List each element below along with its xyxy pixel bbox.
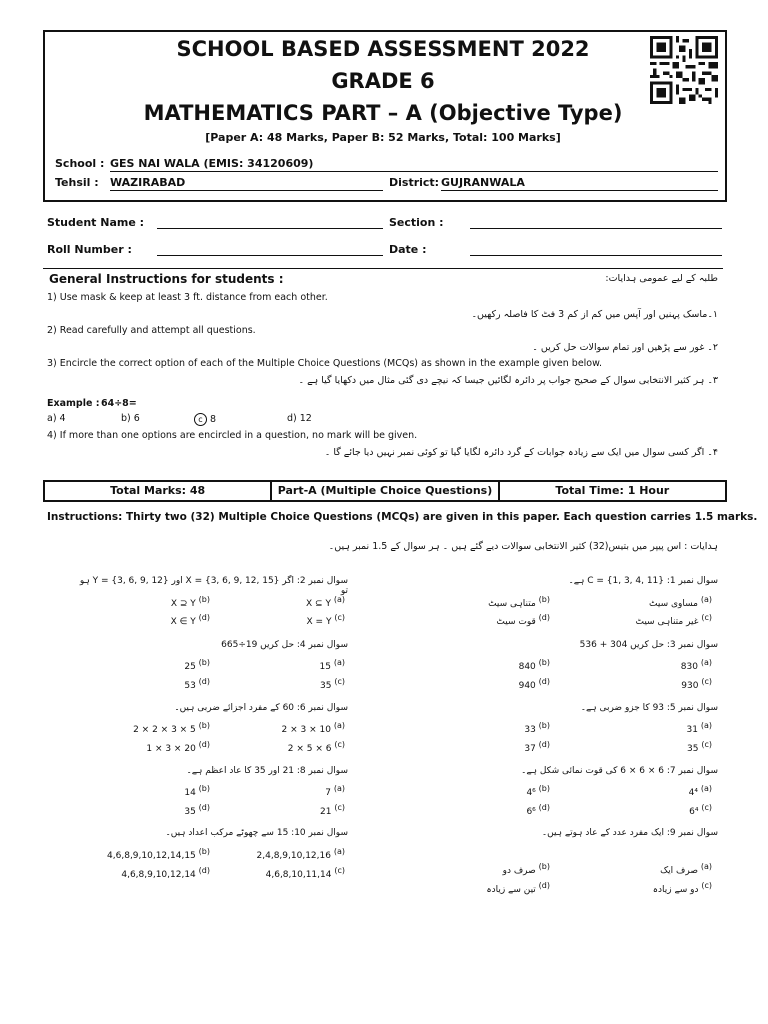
divider: [43, 268, 723, 269]
q3-option-c[interactable]: (c) 930: [681, 677, 712, 691]
q5-option-b[interactable]: (b) 33: [524, 721, 550, 735]
question-1: سوال نمبر 1: C = {1, 3, 4, 11} ہے۔: [568, 576, 718, 586]
q4-option-d[interactable]: (d) 53: [184, 677, 210, 691]
q8-option-c[interactable]: (c) 21: [320, 803, 345, 817]
instruction-1-urdu: ۱۔ماسک پہنیں اور آپس میں کم از کم 3 فٹ کا فاصلہ رکھیں۔: [471, 309, 718, 320]
q2-option-c[interactable]: (c) X = Y: [306, 613, 345, 627]
school-label: School :: [55, 157, 105, 170]
instruction-4-urdu: ۴۔ اگر کسی سوال میں ایک سے زیادہ جوابات کے گرد دائرہ لگایا گیا تو کوئی نمبر نہیں دیا جائے گا ۔: [324, 447, 718, 458]
q1-option-c[interactable]: (c) غیر متناہی سیٹ: [635, 613, 712, 627]
q2-option-d[interactable]: (d) X ∈ Y: [170, 613, 210, 627]
q1-option-a[interactable]: (a) مساوی سیٹ: [649, 595, 712, 609]
q7-option-d[interactable]: (d) 6⁶: [526, 803, 550, 817]
q5-option-d[interactable]: (d) 37: [524, 740, 550, 754]
q2-option-b[interactable]: (b) X ⊇ Y: [170, 595, 210, 609]
marks-line: [Paper A: 48 Marks, Paper B: 52 Marks, Total: 100 Marks]: [205, 131, 561, 144]
roll-number-field[interactable]: [157, 242, 383, 256]
question-7: سوال نمبر 7: 6 × 6 × 6 کی قوت نمائی شکل ہے۔: [521, 766, 718, 776]
q9-option-a[interactable]: (a) صرف ایک: [660, 862, 712, 876]
instruction-2-urdu: ۲۔ غور سے پڑھیں اور تمام سوالات حل کریں ۔: [532, 342, 718, 353]
encircled-option-icon: c: [194, 413, 207, 426]
q4-option-a[interactable]: (a) 15: [319, 658, 345, 672]
instruction-2: 2) Read carefully and attempt all questions.: [47, 325, 256, 336]
q5-option-c[interactable]: (c) 35: [687, 740, 712, 754]
q7-option-a[interactable]: (a) 4⁴: [688, 784, 712, 798]
q8-option-b[interactable]: (b) 14: [184, 784, 210, 798]
example-option-b: b) 6: [121, 413, 140, 424]
instruction-1: 1) Use mask & keep at least 3 ft. distance from each other.: [47, 292, 328, 303]
question-6: سوال نمبر 6: 60 کے مفرد اجزائے ضربی ہیں۔: [174, 703, 348, 713]
student-name-label: Student Name :: [47, 216, 145, 229]
q4-option-c[interactable]: (c) 35: [320, 677, 345, 691]
section-label: Section :: [389, 216, 444, 229]
question-9: سوال نمبر 9: ایک مفرد عدد کے عاد ہوتے ہیں۔: [541, 828, 718, 838]
instructions-heading: General Instructions for students :: [49, 272, 284, 286]
q3-option-d[interactable]: (d) 940: [518, 677, 550, 691]
q1-option-d[interactable]: (d) قوت سیٹ: [496, 613, 550, 627]
instruction-4: 4) If more than one options are encircled in a question, no mark will be given.: [47, 430, 418, 441]
q7-option-b[interactable]: (b) 4⁶: [526, 784, 550, 798]
grade-title: GRADE 6: [331, 69, 435, 93]
q9-option-b[interactable]: (b) صرف دو: [502, 862, 550, 876]
mcq-instructions-urdu: ہدایات : اس پیپر میں بتیس(32) کثیر الانتخابی سوالات دیے گئے ہیں ۔ ہر سوال کے 1.5 نمبر ہیں۔: [328, 541, 718, 552]
q10-option-b[interactable]: (b) 4,6,8,9,10,12,14,15: [107, 847, 210, 861]
q3-option-b[interactable]: (b) 840: [518, 658, 550, 672]
district-label: District:: [389, 176, 440, 189]
student-name-field[interactable]: [157, 215, 383, 229]
question-10: سوال نمبر 10: 15 سے چھوٹے مرکب اعداد ہیں۔: [165, 828, 348, 838]
roll-number-label: Roll Number :: [47, 243, 132, 256]
tehsil-value: WAZIRABAD: [110, 176, 383, 191]
q9-option-c[interactable]: (c) دو سے زیادہ: [652, 881, 712, 895]
qr-code-icon: [650, 36, 718, 104]
q7-option-c[interactable]: (c) 6⁴: [689, 803, 712, 817]
school-value: GES NAI WALA (EMIS: 34120609): [110, 157, 718, 172]
district-value: GUJRANWALA: [441, 176, 718, 191]
q2-option-a[interactable]: (a) X ⊆ Y: [306, 595, 345, 609]
q6-option-d[interactable]: (d) 1 × 3 × 20: [146, 740, 210, 754]
q3-option-a[interactable]: (a) 830: [680, 658, 712, 672]
example-option-a: a) 4: [47, 413, 66, 424]
section-field[interactable]: [470, 215, 722, 229]
q10-option-a[interactable]: (a) 2,4,8,9,10,12,16: [256, 847, 345, 861]
instruction-3-urdu: ۳۔ ہر کثیر الانتخابی سوال کے صحیح جواب پر دائرہ لگائیں جیسا کہ نیچے دی گئی مثال میں دکھایا گیا ہے ۔: [298, 375, 718, 386]
total-time: Total Time: 1 Hour: [555, 484, 670, 497]
instruction-3: 3) Encircle the correct option of each of the Multiple Choice Questions (MCQs) as shown in the example given below.: [47, 358, 603, 369]
q10-option-c[interactable]: (c) 4,6,8,10,11,14: [265, 866, 345, 880]
example-option-d: d) 12: [287, 413, 312, 424]
example-option-c: [194, 413, 216, 426]
tehsil-label: Tehsil :: [55, 176, 99, 189]
q9-option-d[interactable]: (d) تین سے زیادہ: [486, 881, 550, 895]
mcq-instructions: Instructions: Thirty two (32) Multiple Choice Questions (MCQs) are given in this paper. Each question carries 1.5 marks.: [47, 511, 758, 523]
q6-option-a[interactable]: (a) 2 × 3 × 10: [281, 721, 345, 735]
date-field[interactable]: [470, 242, 722, 256]
q10-option-d[interactable]: (d) 4,6,8,9,10,12,14: [121, 866, 210, 880]
example-label: Example :: [47, 398, 100, 409]
question-5: سوال نمبر 5: 93 کا جزو ضربی ہے۔: [580, 703, 718, 713]
q6-option-b[interactable]: (b) 2 × 2 × 3 × 5: [133, 721, 210, 735]
question-4: سوال نمبر 4: حل کریں 19÷665: [221, 640, 348, 650]
instructions-heading-urdu: طلبہ کے لیے عمومی ہدایات:: [605, 273, 718, 284]
q5-option-a[interactable]: (a) 31: [686, 721, 712, 735]
question-3: سوال نمبر 3: حل کریں 304 + 536: [579, 640, 718, 650]
marks-bar: [43, 480, 727, 502]
subject-title: MATHEMATICS PART – A (Objective Type): [143, 101, 623, 125]
example-option-c-value: 8: [210, 414, 217, 425]
q8-option-d[interactable]: (d) 35: [184, 803, 210, 817]
q1-option-b[interactable]: (b) متناہی سیٹ: [488, 595, 550, 609]
q4-option-b[interactable]: (b) 25: [184, 658, 210, 672]
total-marks: Total Marks: 48: [45, 482, 272, 500]
q6-option-c[interactable]: (c) 2 × 5 × 6: [287, 740, 345, 754]
question-2: سوال نمبر 2: اگر X = {3, 6, 9, 12, 15} اور Y = {3, 6, 9, 12} ہو تو: [79, 576, 348, 596]
part-label: Part-A (Multiple Choice Questions): [272, 482, 499, 500]
example-expression: 64÷8=: [101, 398, 137, 409]
question-8: سوال نمبر 8: 21 اور 35 کا عاد اعظم ہے۔: [186, 766, 348, 776]
page-title: SCHOOL BASED ASSESSMENT 2022: [176, 37, 590, 61]
date-label: Date :: [389, 243, 427, 256]
q8-option-a[interactable]: (a) 7: [325, 784, 345, 798]
